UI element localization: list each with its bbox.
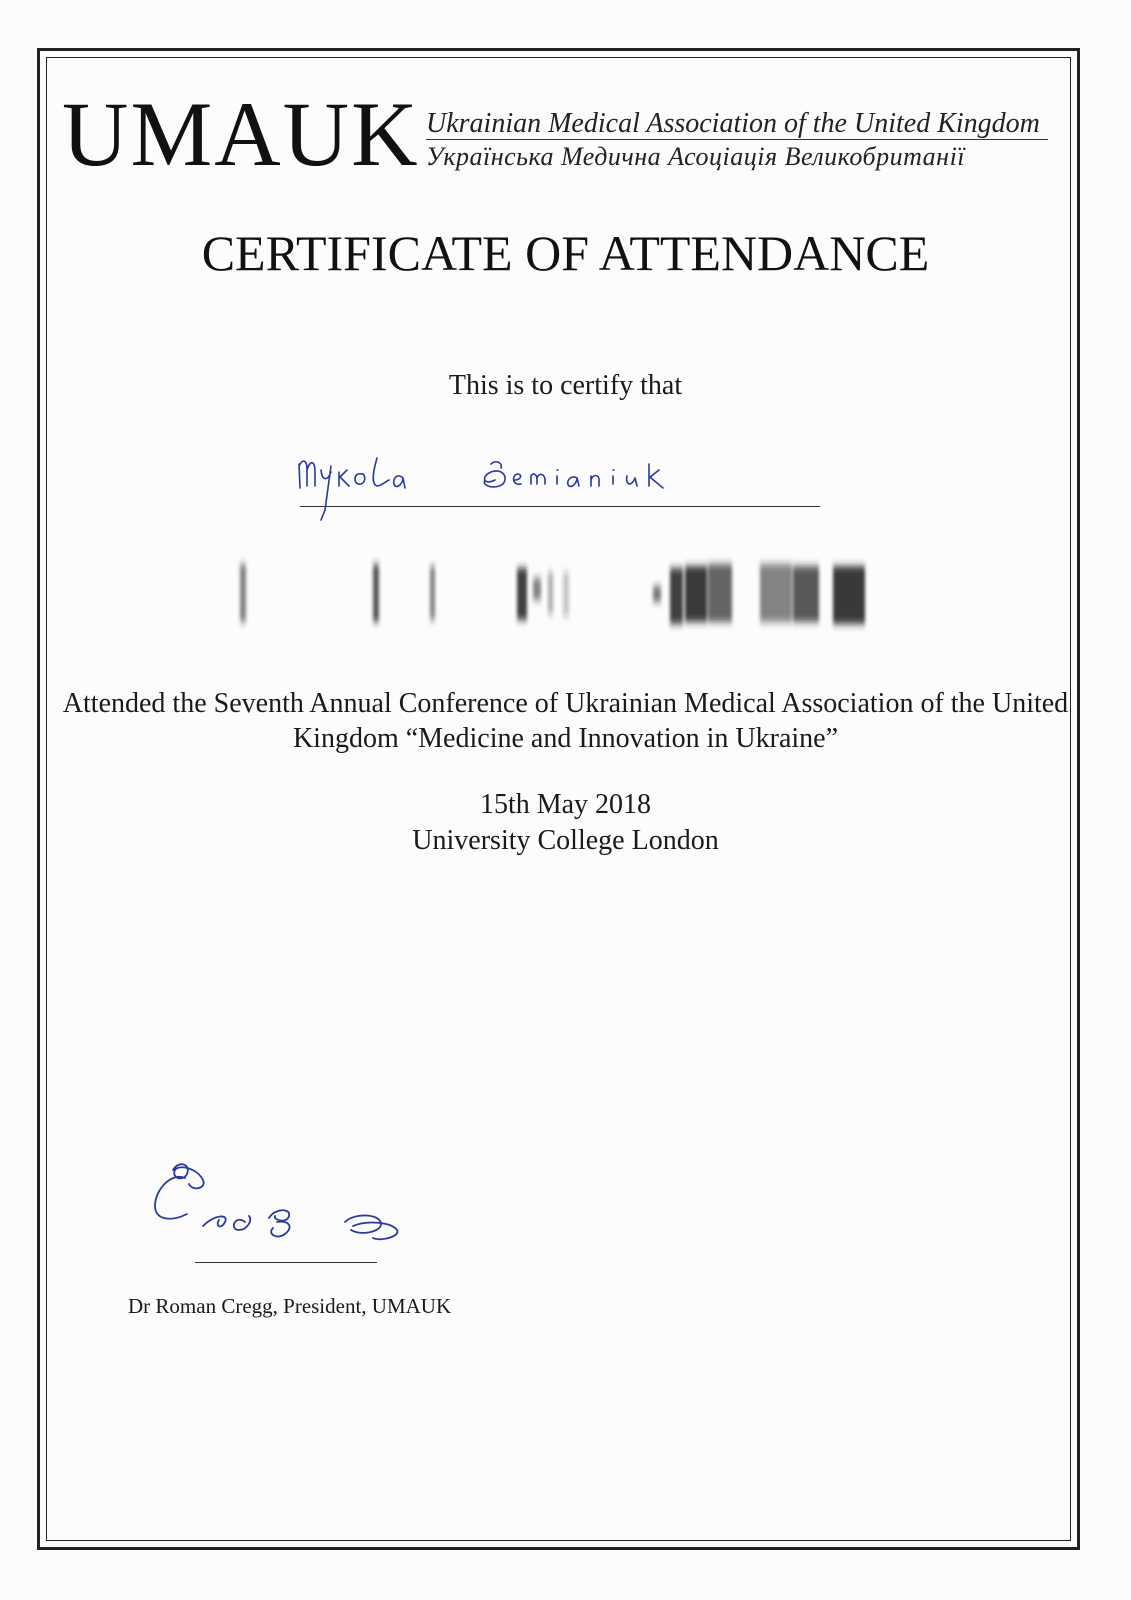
org-name-ukrainian: Українська Медична Асоціація Великобританії [426, 142, 966, 171]
redaction-bars [230, 550, 910, 640]
recipient-name-line [300, 506, 820, 507]
president-caption: Dr Roman Cregg, President, UMAUK [128, 1294, 452, 1318]
recipient-handwritten-name [295, 450, 835, 530]
umauk-logo: UMAUK [62, 83, 420, 185]
event-date: 15th May 2018 [479, 789, 652, 820]
org-name-divider [426, 139, 1048, 140]
org-name-english: Ukrainian Medical Association of the United Kingdom [426, 108, 1040, 139]
attendance-statement: Attended the Seventh Annual Conference of Ukrainian Medical Association of the United Kingdom “Medicine and Innovation in Ukraine” [62, 688, 1069, 754]
certificate-title: CERTIFICATE OF ATTENDANCE [201, 225, 930, 281]
event-venue: University College London [412, 825, 719, 856]
president-signature-line [195, 1262, 377, 1263]
certify-line: This is to certify that [448, 370, 683, 401]
president-signature [145, 1160, 435, 1255]
